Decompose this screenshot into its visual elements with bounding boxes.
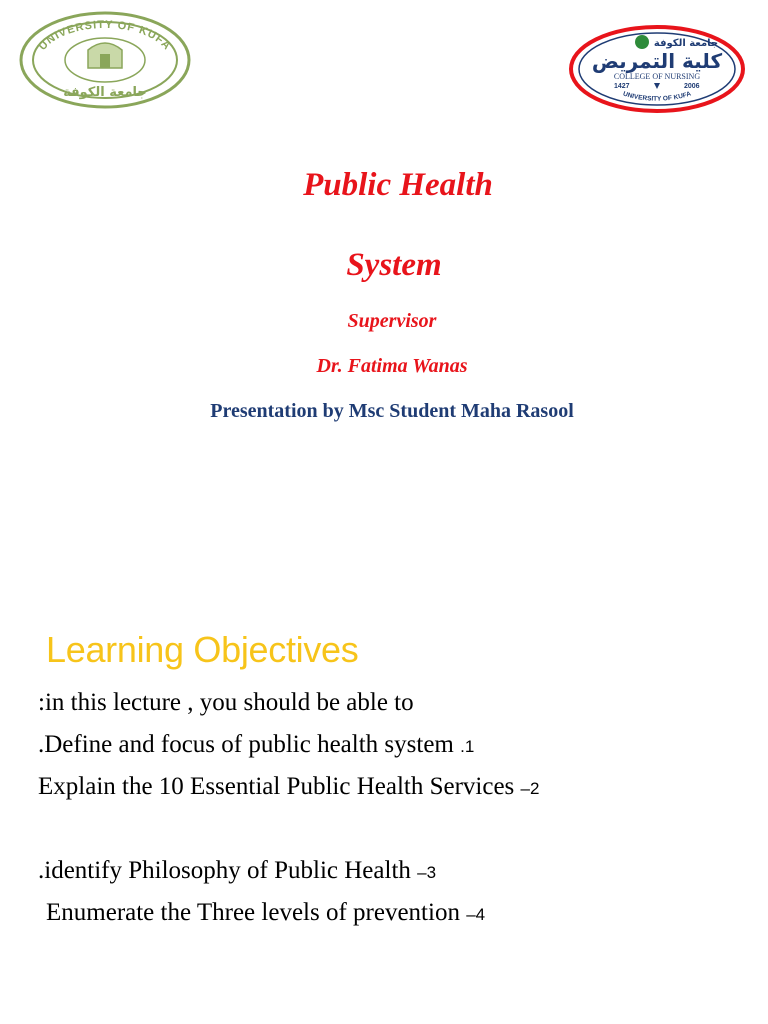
objective-item-3: [38, 856, 436, 888]
objective-item-4: [46, 898, 485, 930]
objective-text: .Define and focus of public health system: [38, 731, 454, 758]
college-of-nursing-logo: [568, 24, 746, 114]
objective-item-1: [38, 730, 474, 762]
right-logo-arabic-top: جامعة الكوفة: [653, 38, 719, 49]
objective-number: –2: [520, 779, 540, 798]
learning-objectives-heading: Learning Objectives: [46, 629, 359, 670]
right-logo-arabic-main: كلية التمريض: [591, 49, 723, 73]
objective-item-2: [38, 772, 539, 804]
right-logo-year-left: 1427: [614, 83, 630, 90]
presenter-credit: Presentation by Msc Student Maha Rasool: [210, 400, 574, 422]
right-logo-year-right: 2006: [684, 83, 700, 90]
objective-text: .identify Philosophy of Public Health: [38, 857, 411, 884]
objective-number: –4: [466, 905, 486, 924]
title-line-1: Public Health: [303, 167, 493, 203]
university-of-kufa-seal-logo: [18, 10, 193, 110]
right-logo-ring-text: UNIVERSITY OF KUFA: [622, 90, 692, 103]
supervisor-name: Dr. Fatima Wanas: [316, 355, 468, 377]
left-logo-ring-text: UNIVERSITY OF KUFA: [36, 18, 174, 53]
objective-number: –3: [417, 863, 437, 882]
title-line-2: System: [346, 247, 442, 283]
supervisor-label: Supervisor: [347, 310, 437, 332]
right-logo-english-main: COLLEGE OF NURSING: [613, 72, 701, 81]
left-logo-arabic-text: جامعة الكوفة: [63, 85, 147, 100]
objective-number: .1: [460, 737, 475, 756]
objective-text: Explain the 10 Essential Public Health Services: [38, 773, 515, 800]
objectives-intro: :in this lecture , you should be able to: [38, 689, 414, 716]
objective-text: Enumerate the Three levels of prevention: [46, 899, 460, 926]
